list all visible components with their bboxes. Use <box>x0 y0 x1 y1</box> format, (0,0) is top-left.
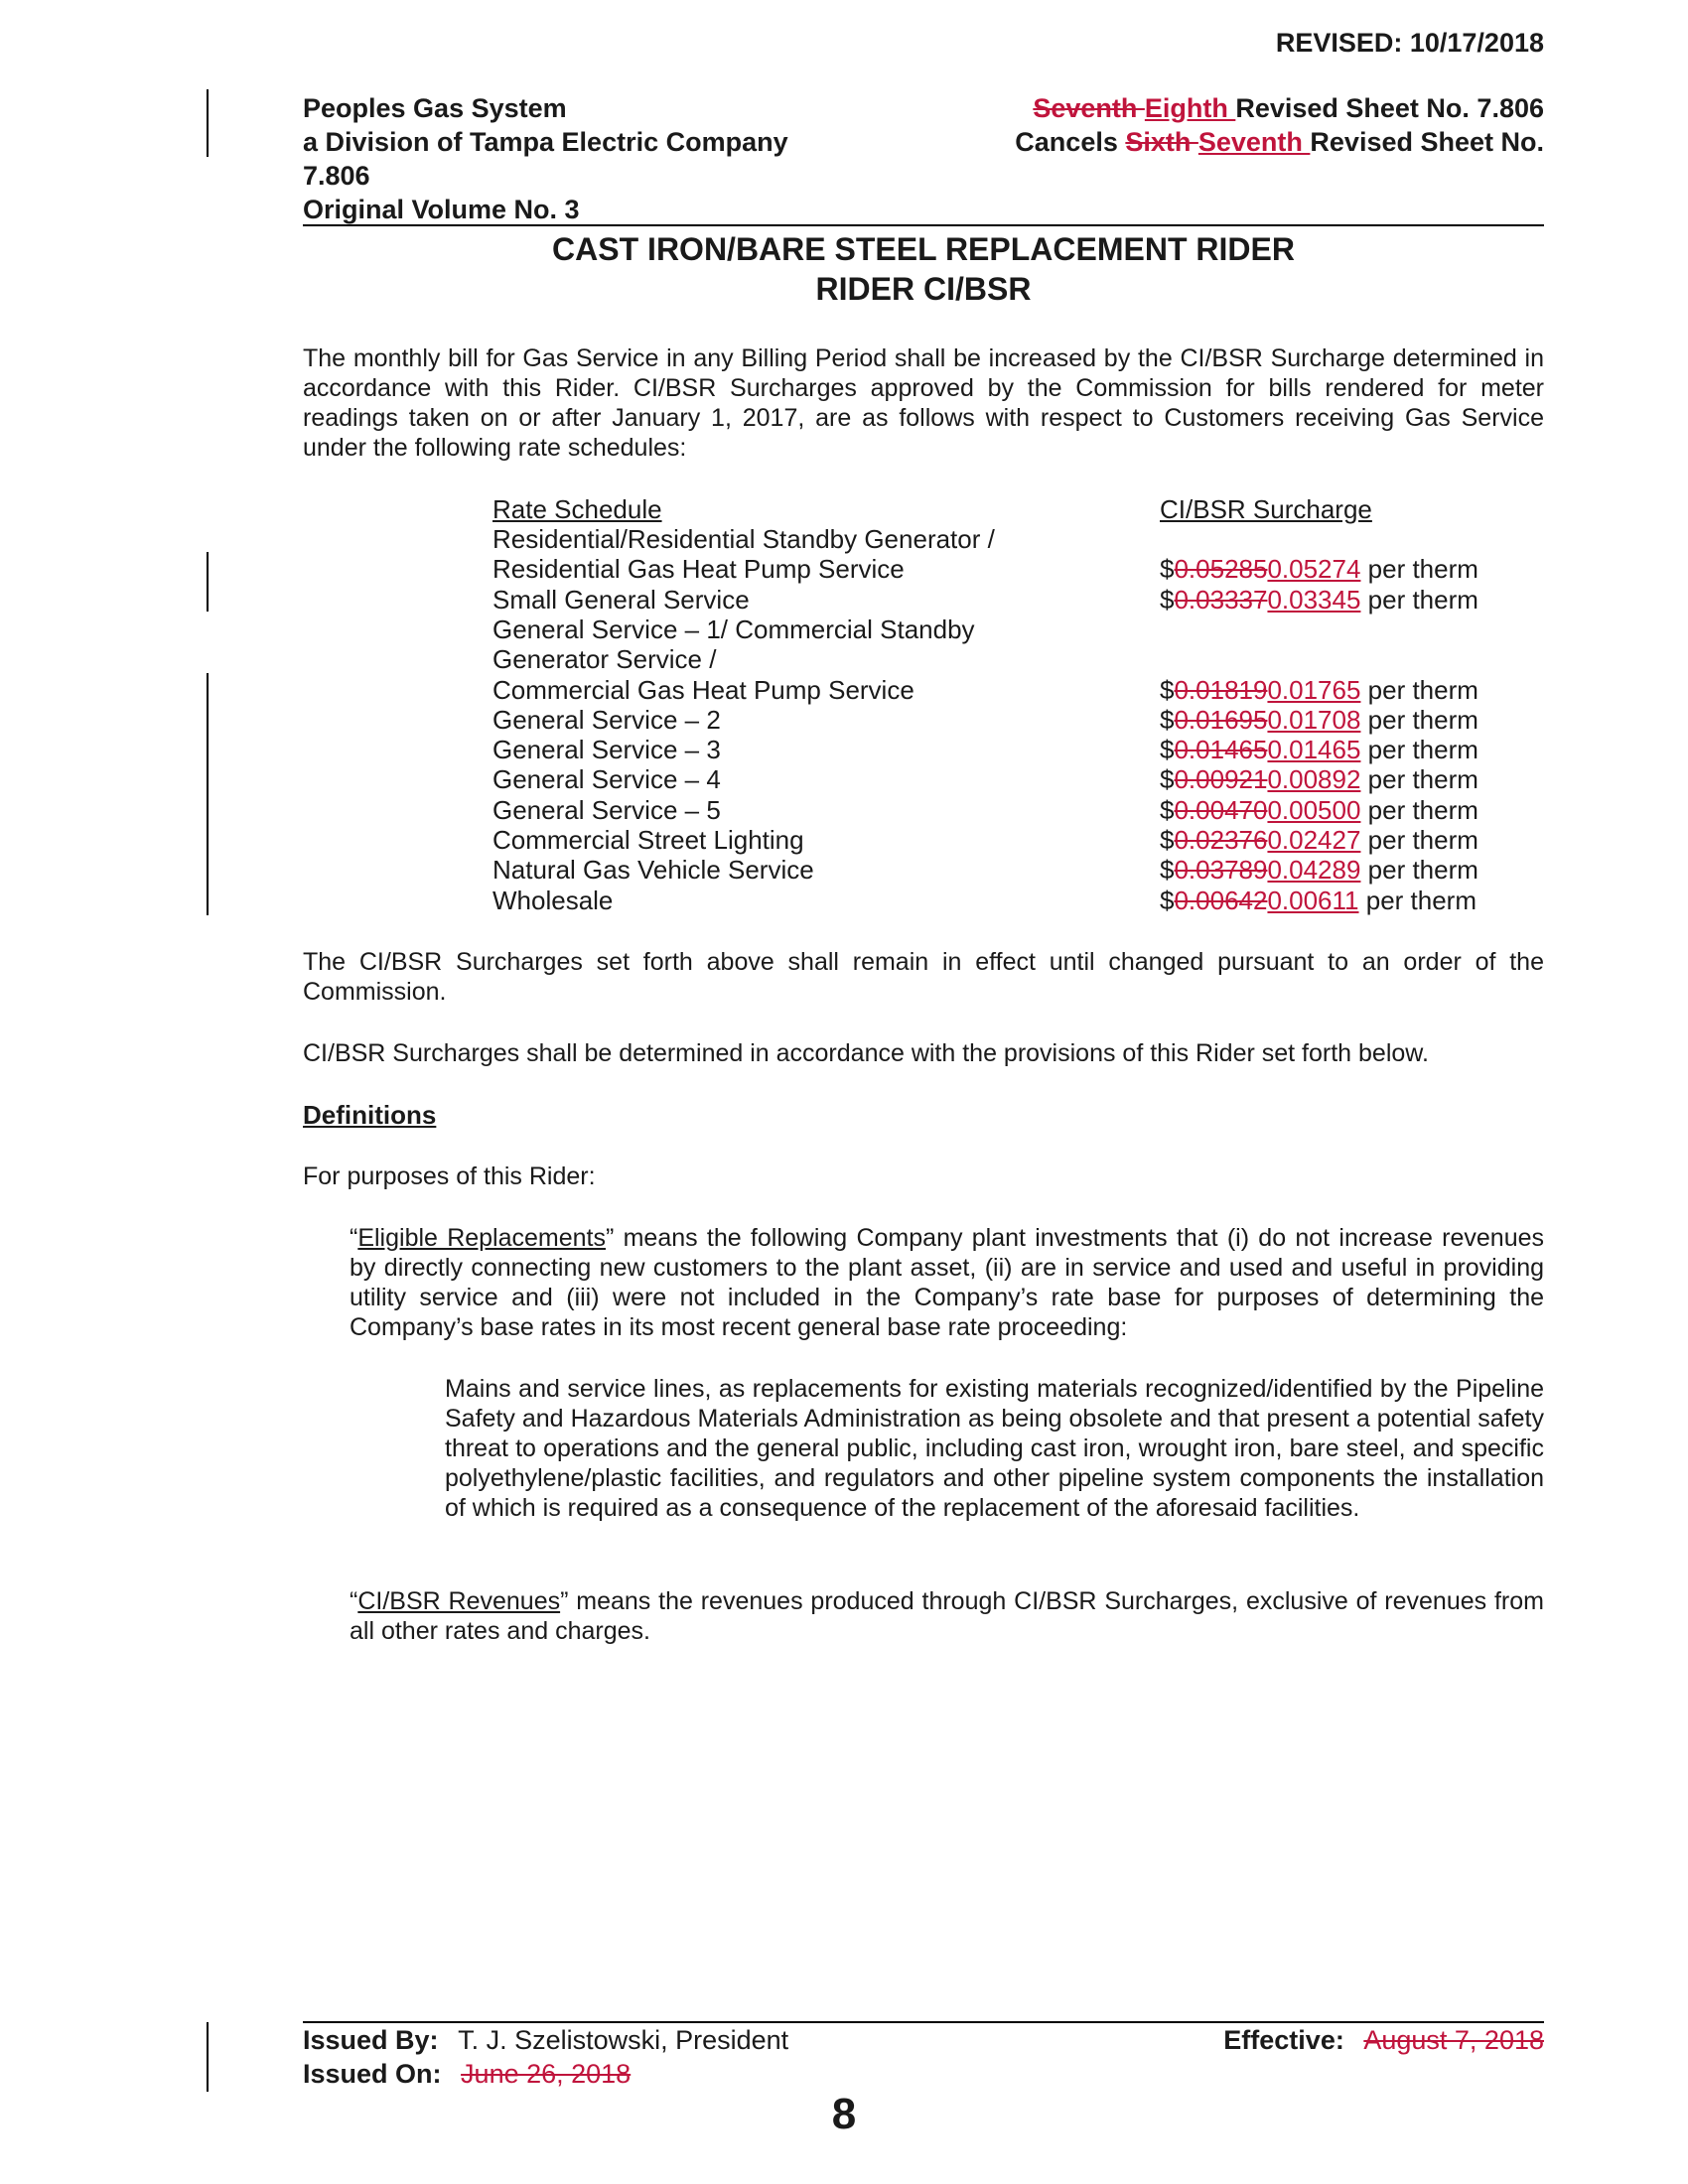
new-surcharge: 0.01465 <box>1267 735 1361 765</box>
rate-schedule-name: Small General Service <box>492 584 750 614</box>
surcharge-unit: per therm <box>1360 764 1478 795</box>
surcharge-unit: per therm <box>1360 735 1478 765</box>
rate-schedule-name: Residential Gas Heat Pump Service <box>492 554 905 585</box>
purposes-line: For purposes of this Rider: <box>303 1162 596 1190</box>
currency-symbol: $ <box>1160 855 1175 886</box>
new-surcharge: 0.04289 <box>1267 855 1361 886</box>
company-division: a Division of Tampa Electric Company <box>303 127 788 157</box>
revised-date: REVISED: 10/17/2018 <box>1275 28 1544 58</box>
currency-symbol: $ <box>1160 885 1175 915</box>
surcharge-value <box>1160 735 1478 764</box>
cibsr-revenues-definition <box>350 1586 1544 1646</box>
open-quote: “ <box>350 1587 358 1615</box>
surcharge-unit: per therm <box>1360 584 1478 614</box>
revision-bar <box>207 673 209 915</box>
surcharge-unit: per therm <box>1360 855 1478 886</box>
rate-schedule-name: General Service – 3 <box>492 735 721 765</box>
volume-label: Original Volume No. 3 <box>303 195 580 224</box>
sheet-suffix: Revised Sheet No. 7.806 <box>1235 93 1544 123</box>
currency-symbol: $ <box>1160 554 1175 585</box>
surcharge-value <box>1160 554 1478 584</box>
header-right <box>1015 91 1544 159</box>
definitions-heading: Definitions <box>303 1100 437 1130</box>
definition-text: ” means the revenues produced through CI/BSR Surcharges, exclusive of revenues from all other rates and charges. <box>350 1587 1544 1645</box>
page-subtitle: RIDER CI/BSR <box>815 271 1032 307</box>
eligible-replacements-definition <box>350 1223 1544 1342</box>
currency-symbol: $ <box>1160 764 1175 795</box>
company-name: Peoples Gas System <box>303 93 567 123</box>
rate-schedule-name: Commercial Street Lighting <box>492 825 804 855</box>
surcharge-value <box>1160 705 1478 735</box>
definition-text: ” means the following Company plant investments that (i) do not increase revenues by directly connecting new customers to the plant asset, (ii) are in service and used and useful in providing utility service and (iii) were not included in the Company’s rate base for purposes of determining the Company’s base rates in its most recent general base rate proceeding: <box>350 1224 1545 1341</box>
revision-bar <box>207 2022 209 2092</box>
old-surcharge: 0.00642 <box>1174 885 1268 915</box>
issued-by-line <box>303 2023 788 2057</box>
surcharge-unit: per therm <box>1358 885 1477 915</box>
currency-symbol: $ <box>1160 674 1175 705</box>
currency-symbol: $ <box>1160 825 1175 855</box>
defined-term: CI/BSR Revenues <box>357 1587 561 1615</box>
cancels-prefix: Cancels <box>1015 127 1126 157</box>
issued-on-label: Issued On: <box>303 2059 442 2089</box>
cancels-suffix: Revised Sheet No. <box>1310 127 1544 157</box>
surcharge-value <box>1160 855 1478 885</box>
rate-schedule-name: General Service – 4 <box>492 764 721 795</box>
mains-paragraph: Mains and service lines, as replacements for existing materials recognized/identified by the Pipeline Safety and Hazardous Materials Administration as being obsolete and that present a potential safety threat to operations and the general public, including cast iron, wrought iron, bare steel, and specific polyethylene/plastic facilities, and regulators and other pipeline system components the installation of which is required as a consequence of the replacement of the aforesaid facilities. <box>445 1375 1544 1522</box>
old-surcharge: 0.01819 <box>1174 674 1268 705</box>
rate-schedule-name: Natural Gas Vehicle Service <box>492 855 814 886</box>
new-surcharge: 0.01708 <box>1267 704 1361 735</box>
effective-line <box>1223 2023 1544 2057</box>
currency-symbol: $ <box>1160 704 1175 735</box>
rate-schedule-name: General Service – 1/ Commercial Standby <box>492 614 975 644</box>
currency-symbol: $ <box>1160 584 1175 614</box>
sheet-number-wrap: 7.806 <box>303 161 370 191</box>
page-title: CAST IRON/BARE STEEL REPLACEMENT RIDER <box>552 231 1295 267</box>
rate-schedule-name: General Service – 2 <box>492 704 721 735</box>
new-surcharge: 0.03345 <box>1267 584 1361 614</box>
inserted-text: Seventh <box>1197 127 1311 157</box>
header-left <box>303 91 938 226</box>
old-surcharge: 0.03789 <box>1174 855 1268 886</box>
old-surcharge: 0.01465 <box>1174 735 1268 765</box>
surcharge-unit: per therm <box>1360 674 1478 705</box>
surcharge-value <box>1160 675 1478 705</box>
surcharge-value <box>1160 886 1477 915</box>
rate-schedule-name: General Service – 5 <box>492 794 721 825</box>
revision-bar <box>207 89 209 157</box>
page-number: 8 <box>831 2090 857 2138</box>
rate-schedule-name: Generator Service / <box>492 644 717 675</box>
header-rule <box>303 224 1544 226</box>
currency-symbol: $ <box>1160 735 1175 765</box>
old-surcharge: 0.05285 <box>1174 554 1268 585</box>
inserted-text: Eighth <box>1144 93 1236 123</box>
open-quote: “ <box>350 1224 358 1252</box>
deleted-text: Sixth <box>1125 127 1198 157</box>
new-surcharge: 0.00892 <box>1267 764 1361 795</box>
new-surcharge: 0.05274 <box>1267 554 1361 585</box>
old-surcharge: 0.00470 <box>1174 794 1268 825</box>
rate-schedule-name: Commercial Gas Heat Pump Service <box>492 674 914 705</box>
new-surcharge: 0.00500 <box>1267 794 1361 825</box>
new-surcharge: 0.01765 <box>1267 674 1361 705</box>
old-surcharge: 0.00921 <box>1174 764 1268 795</box>
surcharge-value <box>1160 585 1478 614</box>
effective-label: Effective: <box>1223 2025 1344 2055</box>
rate-schedule-name: Residential/Residential Standby Generator / <box>492 524 995 554</box>
currency-symbol: $ <box>1160 794 1175 825</box>
defined-term: Eligible Replacements <box>357 1224 607 1252</box>
surcharge-unit: per therm <box>1360 704 1478 735</box>
revision-bar <box>207 552 209 612</box>
surcharge-value <box>1160 795 1478 825</box>
surcharge-value <box>1160 825 1478 855</box>
deleted-text: Seventh <box>1033 93 1145 123</box>
effective-value: August 7, 2018 <box>1363 2025 1544 2055</box>
old-surcharge: 0.03337 <box>1174 584 1268 614</box>
surcharge-unit: per therm <box>1360 825 1478 855</box>
determined-paragraph: CI/BSR Surcharges shall be determined in accordance with the provisions of this Rider set forth below. <box>303 1039 1429 1067</box>
issued-on-line <box>303 2057 631 2091</box>
rate-schedule-header: Rate Schedule <box>492 494 662 524</box>
surcharge-header: CI/BSR Surcharge <box>1160 494 1372 524</box>
rate-schedule-name: Wholesale <box>492 885 614 915</box>
issued-on-value: June 26, 2018 <box>461 2059 632 2089</box>
surcharge-unit: per therm <box>1360 554 1478 585</box>
new-surcharge: 0.00611 <box>1267 885 1359 915</box>
intro-paragraph: The monthly bill for Gas Service in any Billing Period shall be increased by the CI/BSR Surcharge determined in accordance with this Rider. CI/BSR Surcharges approved by the Commission for bills rendered for meter readings taken on or after January 1, 2017, are as follows with respect to Customers receiving Gas Service under the following rate schedules: <box>303 344 1544 462</box>
old-surcharge: 0.01695 <box>1174 704 1268 735</box>
old-surcharge: 0.02376 <box>1174 825 1268 855</box>
cancels-line <box>1015 125 1544 159</box>
sheet-line <box>1015 91 1544 125</box>
surcharge-unit: per therm <box>1360 794 1478 825</box>
issued-by-label: Issued By: <box>303 2025 439 2055</box>
issued-by-value: T. J. Szelistowski, President <box>458 2025 789 2055</box>
surcharge-value <box>1160 764 1478 794</box>
remain-paragraph: The CI/BSR Surcharges set forth above shall remain in effect until changed pursuant to an order of the Commission. <box>303 948 1544 1006</box>
new-surcharge: 0.02427 <box>1267 825 1361 855</box>
